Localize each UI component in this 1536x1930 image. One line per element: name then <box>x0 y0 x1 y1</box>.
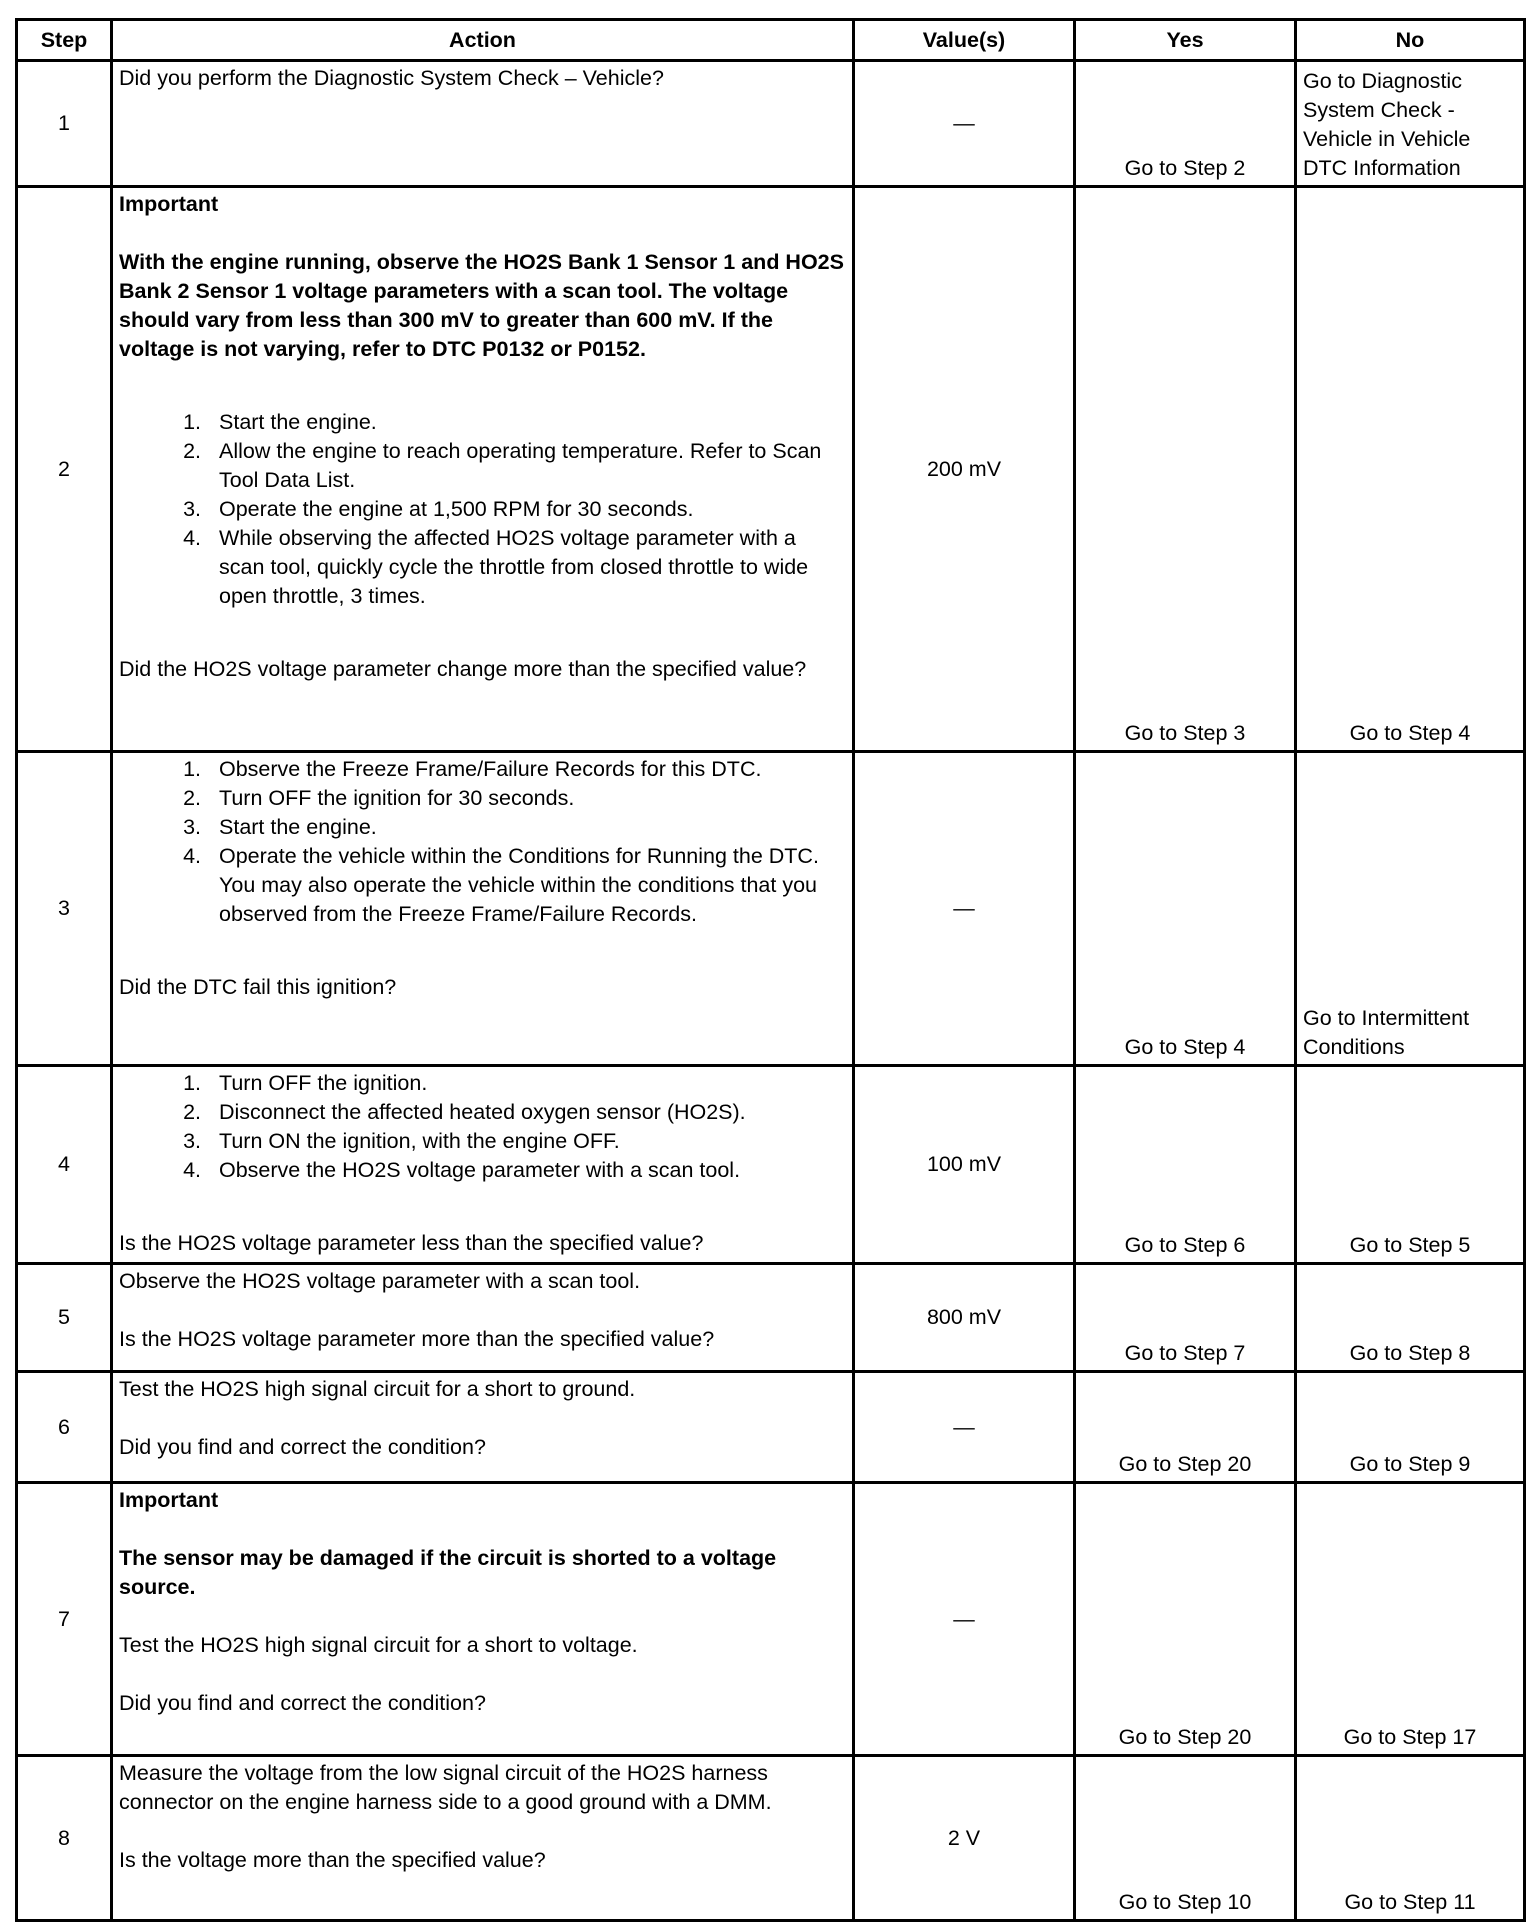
no-link[interactable]: Go to Step 8 <box>1296 1264 1525 1372</box>
instruction-list <box>119 408 846 611</box>
list-item: 2. Turn OFF the ignition for 30 seconds. <box>183 786 575 810</box>
value-cell: — <box>854 1483 1075 1756</box>
step-number: 5 <box>17 1264 112 1372</box>
action-text: Measure the voltage from the low signal circuit of the HO2S harness connector on the engine harness side to a good ground with a DMM. <box>119 1761 772 1814</box>
list-item: 1. Turn OFF the ignition. <box>183 1071 428 1095</box>
list-item: 3. Start the engine. <box>183 815 377 839</box>
important-title: Important <box>119 1488 219 1512</box>
step-number: 6 <box>17 1372 112 1483</box>
yes-link[interactable]: Go to Step 3 <box>1075 187 1296 752</box>
action-question: Did the DTC fail this ignition? <box>119 975 397 999</box>
value-cell: 200 mV <box>854 187 1075 752</box>
table-row <box>17 1756 1525 1921</box>
action-question: Is the voltage more than the specified value? <box>119 1848 546 1872</box>
table-row <box>17 187 1525 752</box>
header-no: No <box>1296 20 1525 61</box>
action-question: Did you find and correct the condition? <box>119 1691 486 1715</box>
value-cell: 100 mV <box>854 1066 1075 1264</box>
yes-link[interactable]: Go to Step 20 <box>1075 1372 1296 1483</box>
table-row <box>17 1264 1525 1372</box>
list-item: 4. Operate the vehicle within the Conditions for Running the DTC. You may also operate the vehicle within the conditions that you observed from the Freeze Frame/Failure Records. <box>183 844 819 926</box>
action-question: Did the HO2S voltage parameter change more than the specified value? <box>119 657 807 681</box>
list-item: 4. While observing the affected HO2S voltage parameter with a scan tool, quickly cycle the throttle from closed throttle to wide open throttle, 3 times. <box>183 526 809 608</box>
action-cell <box>112 61 854 187</box>
step-number: 7 <box>17 1483 112 1756</box>
table-row <box>17 1483 1525 1756</box>
no-link[interactable]: Go to Intermittent Conditions <box>1296 752 1525 1066</box>
important-text: The sensor may be damaged if the circuit is shorted to a voltage source. <box>119 1546 777 1599</box>
step-number: 1 <box>17 61 112 187</box>
list-item: 2. Disconnect the affected heated oxygen sensor (HO2S). <box>183 1100 746 1124</box>
list-item: 1. Start the engine. <box>183 410 377 434</box>
yes-link[interactable]: Go to Step 7 <box>1075 1264 1296 1372</box>
table-row <box>17 1372 1525 1483</box>
action-text: Observe the HO2S voltage parameter with a scan tool. <box>119 1269 641 1293</box>
diagnostic-table <box>15 18 1526 1922</box>
table-row <box>17 61 1525 187</box>
yes-link[interactable]: Go to Step 2 <box>1075 61 1296 187</box>
action-question: Did you perform the Diagnostic System Check – Vehicle? <box>119 66 664 90</box>
table-row <box>17 752 1525 1066</box>
action-question: Is the HO2S voltage parameter more than the specified value? <box>119 1327 715 1351</box>
no-link[interactable]: Go to Step 5 <box>1296 1066 1525 1264</box>
list-item: 1. Observe the Freeze Frame/Failure Records for this DTC. <box>183 757 762 781</box>
diagnostic-table-sheet <box>15 18 1523 1922</box>
header-action: Action <box>112 20 854 61</box>
value-cell: — <box>854 752 1075 1066</box>
action-cell <box>112 187 854 752</box>
value-cell: 2 V <box>854 1756 1075 1921</box>
step-number: 4 <box>17 1066 112 1264</box>
action-cell <box>112 1264 854 1372</box>
instruction-list <box>119 1069 846 1185</box>
action-question: Is the HO2S voltage parameter less than the specified value? <box>119 1231 704 1255</box>
value-cell: 800 mV <box>854 1264 1075 1372</box>
no-link[interactable]: Go to Step 17 <box>1296 1483 1525 1756</box>
action-question: Did you find and correct the condition? <box>119 1435 486 1459</box>
step-number: 8 <box>17 1756 112 1921</box>
action-cell <box>112 752 854 1066</box>
header-row <box>17 20 1525 61</box>
list-item: 4. Observe the HO2S voltage parameter with a scan tool. <box>183 1158 741 1182</box>
action-cell <box>112 1066 854 1264</box>
list-item: 3. Turn ON the ignition, with the engine OFF. <box>183 1129 620 1153</box>
action-cell <box>112 1756 854 1921</box>
header-values: Value(s) <box>854 20 1075 61</box>
yes-link[interactable]: Go to Step 6 <box>1075 1066 1296 1264</box>
action-text: Test the HO2S high signal circuit for a short to voltage. <box>119 1633 638 1657</box>
header-step: Step <box>17 20 112 61</box>
important-title: Important <box>119 192 219 216</box>
value-cell: — <box>854 61 1075 187</box>
action-text: Test the HO2S high signal circuit for a short to ground. <box>119 1377 636 1401</box>
list-item: 3. Operate the engine at 1,500 RPM for 30 seconds. <box>183 497 694 521</box>
action-cell <box>112 1372 854 1483</box>
yes-link[interactable]: Go to Step 20 <box>1075 1483 1296 1756</box>
table-row <box>17 1066 1525 1264</box>
action-cell <box>112 1483 854 1756</box>
header-yes: Yes <box>1075 20 1296 61</box>
list-item: 2. Allow the engine to reach operating temperature. Refer to Scan Tool Data List. <box>183 439 822 492</box>
step-number: 3 <box>17 752 112 1066</box>
no-link[interactable]: Go to Diagnostic System Check - Vehicle in Vehicle DTC Information <box>1296 61 1525 187</box>
step-number: 2 <box>17 187 112 752</box>
no-link[interactable]: Go to Step 4 <box>1296 187 1525 752</box>
instruction-list <box>119 755 846 929</box>
no-link[interactable]: Go to Step 9 <box>1296 1372 1525 1483</box>
yes-link[interactable]: Go to Step 10 <box>1075 1756 1296 1921</box>
yes-link[interactable]: Go to Step 4 <box>1075 752 1296 1066</box>
important-text: With the engine running, observe the HO2S Bank 1 Sensor 1 and HO2S Bank 2 Sensor 1 voltage parameters with a scan tool. The voltage should vary from less than 300 mV to greater than 600 mV. If the voltage is not varying, refer to DTC P0132 or P0152. <box>119 250 844 361</box>
value-cell: — <box>854 1372 1075 1483</box>
no-link[interactable]: Go to Step 11 <box>1296 1756 1525 1921</box>
